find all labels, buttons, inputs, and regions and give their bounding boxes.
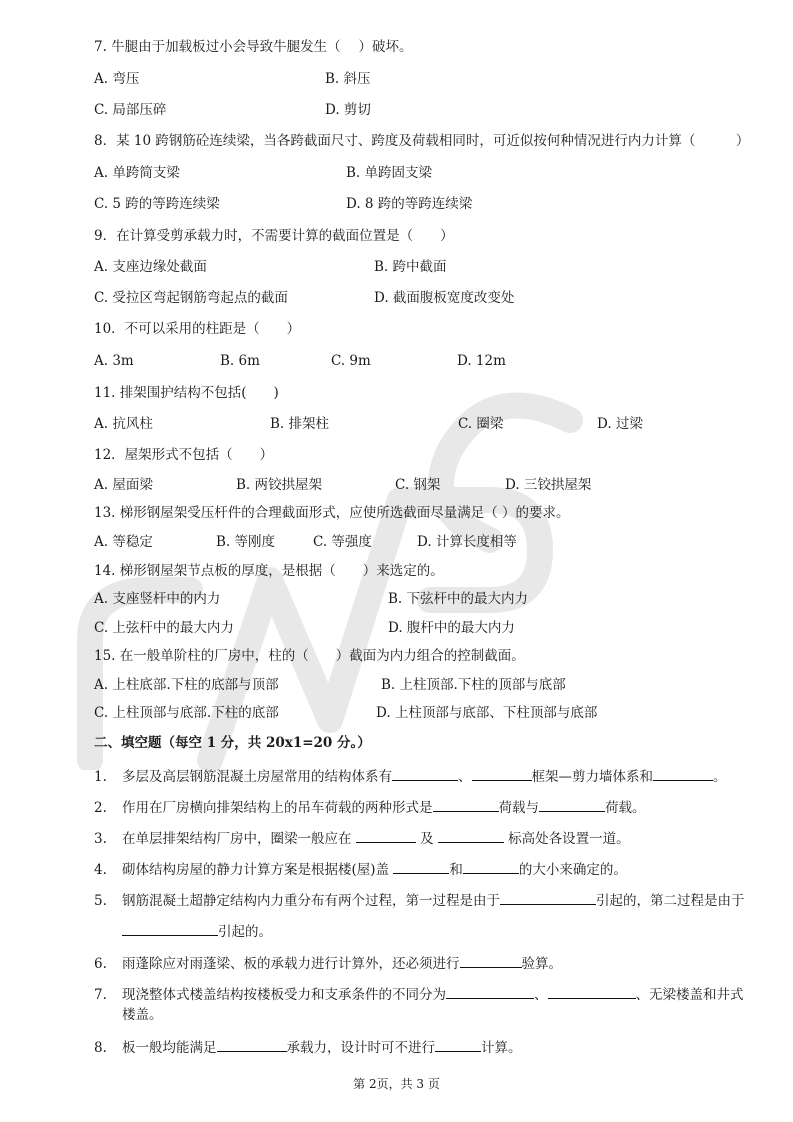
- question-13-stem: 13. 梯形钢屋架受压杆件的合理截面形式，应使所选截面尽量满足（ ）的要求。: [94, 505, 570, 521]
- question-11-stem: 11. 排架围护结构不包括( ): [94, 385, 279, 401]
- q7-option-c: C. 局部压碎: [94, 102, 167, 118]
- q13-option-c: C. 等强度: [313, 534, 372, 550]
- fill-item-5: 5. 钢筋混凝土超静定结构内力重分布有两个过程，第一过程是由于 引起的，第二过程是由于: [94, 890, 745, 910]
- question-10-stem: 10．不可以采用的柱距是（ ）: [94, 321, 301, 337]
- answer-blank[interactable]: [653, 766, 713, 781]
- fill-item-7: 7. 现浇整体式楼盖结构按楼板受力和支承条件的不同分为 、 、无梁楼盖和井式: [94, 984, 744, 1004]
- q8-option-a: A. 单跨简支梁: [94, 165, 180, 181]
- q9-option-d: D. 截面腹板宽度改变处: [374, 290, 515, 306]
- answer-blank[interactable]: [460, 953, 522, 968]
- fill-number: 4.: [94, 862, 107, 878]
- fill-number: 7.: [94, 987, 107, 1003]
- q7-option-d: D. 剪切: [325, 102, 371, 118]
- q14-option-d: D. 腹杆中的最大内力: [388, 620, 515, 636]
- fill-number: 6.: [94, 956, 107, 972]
- q15-option-d: D. 上柱顶部与底部、下柱顶部与底部: [376, 705, 598, 721]
- fill-item-5-continuation: 引起的。: [122, 921, 272, 941]
- q10-option-d: D. 12m: [457, 353, 506, 369]
- question-7-stem: 7. 牛腿由于加载板过小会导致牛腿发生（ ）破坏。: [94, 39, 413, 55]
- q11-option-a: A. 抗风柱: [94, 416, 153, 432]
- page-footer: 第 2页，共 3 页: [353, 1077, 440, 1091]
- answer-blank[interactable]: [435, 1037, 481, 1052]
- q9-option-a: A. 支座边缘处截面: [94, 259, 207, 275]
- question-8-stem: 8．某 10 跨钢筋砼连续梁，当各跨截面尺寸、跨度及荷载相同时，可近似按何种情况进行内力计算（ ）: [94, 133, 750, 149]
- fill-item-1: 1. 多层及高层钢筋混凝土房屋常用的结构体系有 、 框架—剪力墙体系和 。: [94, 766, 727, 786]
- answer-blank[interactable]: [472, 766, 532, 781]
- answer-blank[interactable]: [446, 984, 534, 999]
- section-2-title: 二、填空题（每空 1 分，共 20x1=20 分。）: [94, 735, 371, 751]
- q13-option-a: A. 等稳定: [94, 534, 153, 550]
- answer-blank[interactable]: [433, 797, 499, 812]
- answer-blank[interactable]: [217, 1037, 287, 1052]
- q8-option-c: C. 5 跨的等跨连续梁: [94, 196, 220, 212]
- answer-blank[interactable]: [539, 797, 605, 812]
- q8-option-b: B. 单跨固支梁: [346, 165, 433, 181]
- q11-option-c: C. 圈梁: [458, 416, 504, 432]
- answer-blank[interactable]: [392, 766, 458, 781]
- q8-option-d: D. 8 跨的等跨连续梁: [346, 196, 473, 212]
- q10-option-b: B. 6m: [220, 353, 260, 369]
- q14-option-b: B. 下弦杆中的最大内力: [388, 591, 529, 607]
- q7-option-a: A. 弯压: [94, 71, 140, 87]
- fill-item-3: 3. 在单层排架结构厂房中，圈梁一般应在 及 标高处各设置一道。: [94, 828, 630, 848]
- q12-option-b: B. 两铰拱屋架: [236, 477, 323, 493]
- question-15-stem: 15. 在一般单阶柱的厂房中，柱的（ ）截面为内力组合的控制截面。: [94, 648, 525, 664]
- q15-option-b: B. 上柱顶部.下柱的顶部与底部: [381, 677, 566, 693]
- fill-item-2: 2. 作用在厂房横向排架结构上的吊车荷载的两种形式是 荷载与 荷载。: [94, 797, 646, 817]
- q14-option-c: C. 上弦杆中的最大内力: [94, 620, 234, 636]
- fill-number: 5.: [94, 893, 107, 909]
- q9-option-b: B. 跨中截面: [374, 259, 447, 275]
- q9-option-c: C. 受拉区弯起钢筋弯起点的截面: [94, 290, 288, 306]
- q15-option-c: C. 上柱顶部与底部.下柱的底部: [94, 705, 279, 721]
- fill-item-4: 4. 砌体结构房屋的静力计算方案是根据楼(屋)盖 和 的大小来确定的。: [94, 859, 627, 879]
- fill-item-7-continuation: 楼盖。: [122, 1007, 163, 1023]
- answer-blank[interactable]: [463, 859, 519, 874]
- answer-blank[interactable]: [548, 984, 636, 999]
- answer-blank[interactable]: [438, 828, 504, 843]
- q13-option-d: D. 计算长度相等: [417, 534, 517, 550]
- question-9-stem: 9．在计算受剪承载力时，不需要计算的截面位置是（ ）: [94, 228, 454, 244]
- q10-option-c: C. 9m: [331, 353, 371, 369]
- question-14-stem: 14. 梯形钢屋架节点板的厚度，是根据（ ）来选定的。: [94, 563, 444, 579]
- q11-option-b: B. 排架柱: [270, 416, 330, 432]
- answer-blank[interactable]: [500, 890, 596, 905]
- fill-number: 3.: [94, 831, 107, 847]
- fill-number: 2.: [94, 800, 107, 816]
- answer-blank[interactable]: [356, 828, 416, 843]
- q11-option-d: D. 过梁: [597, 416, 643, 432]
- q14-option-a: A. 支座竖杆中的内力: [94, 591, 221, 607]
- q7-option-b: B. 斜压: [325, 71, 371, 87]
- q12-option-d: D. 三铰拱屋架: [505, 477, 592, 493]
- q15-option-a: A. 上柱底部.下柱的底部与顶部: [94, 677, 279, 693]
- answer-blank[interactable]: [122, 921, 218, 936]
- q10-option-a: A. 3m: [94, 353, 134, 369]
- fill-item-8: 8. 板一般均能满足 承载力，设计时可不进行 计算。: [94, 1037, 522, 1057]
- fill-number: 8.: [94, 1040, 107, 1056]
- q13-option-b: B. 等刚度: [216, 534, 276, 550]
- answer-blank[interactable]: [393, 859, 449, 874]
- fill-number: 1.: [94, 769, 107, 785]
- fill-item-6: 6. 雨蓬除应对雨蓬梁、板的承载力进行计算外，还必须进行 验算。: [94, 953, 562, 973]
- q12-option-a: A. 屋面梁: [94, 477, 153, 493]
- q12-option-c: C. 钢架: [395, 477, 441, 493]
- question-12-stem: 12．屋架形式不包括（ ）: [94, 447, 274, 463]
